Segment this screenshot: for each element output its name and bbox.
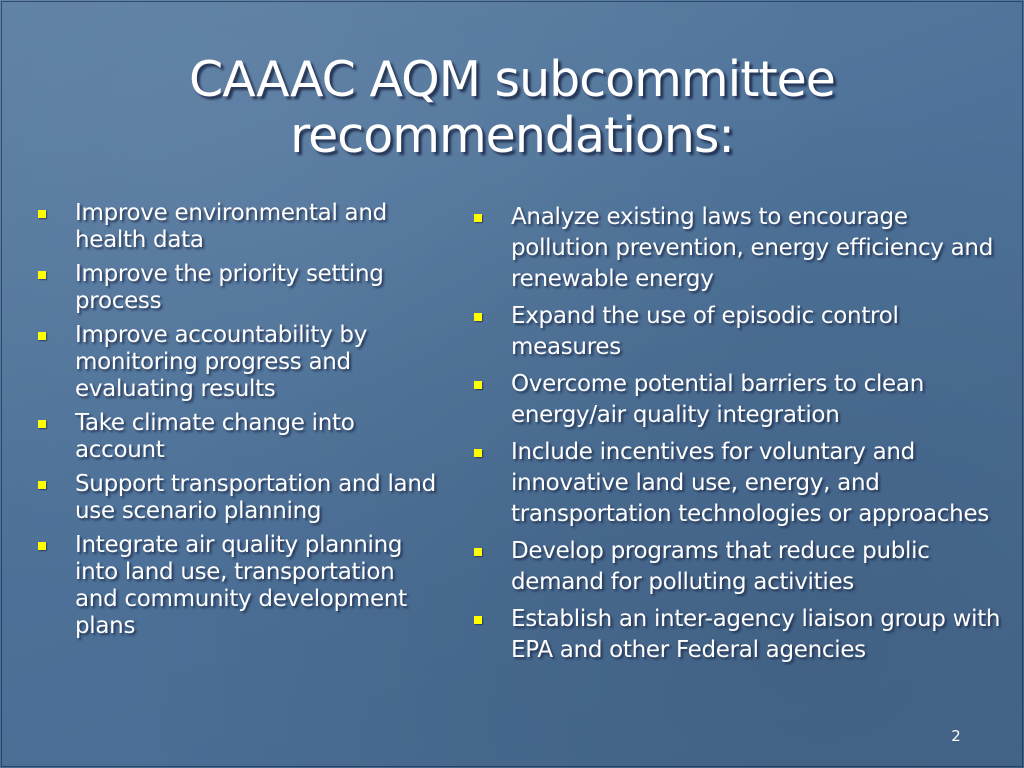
square-bullet-icon (38, 542, 46, 550)
title-line-2: recommendations: (290, 107, 734, 164)
list-item (472, 604, 1012, 666)
left-bullet-list (36, 200, 436, 647)
list-item (472, 301, 1012, 363)
square-bullet-icon (474, 313, 482, 321)
list-item (472, 202, 1012, 295)
square-bullet-icon (474, 449, 482, 457)
list-item (472, 369, 1012, 431)
list-item (472, 437, 1012, 530)
list-item (472, 536, 1012, 598)
list-item-text: Improve the priority setting process (75, 261, 384, 314)
list-item-text: Develop programs that reduce public demand for polluting activities (511, 538, 930, 595)
list-item-text: Improve environmental and health data (75, 200, 387, 253)
square-bullet-icon (38, 210, 46, 218)
slide-title (0, 52, 1024, 164)
title-line-1: CAAAC AQM subcommittee (189, 51, 835, 108)
list-item (36, 471, 436, 525)
list-item-text: Improve accountability by monitoring progress and evaluating results (75, 322, 368, 402)
square-bullet-icon (38, 271, 46, 279)
right-bullet-list (472, 202, 1012, 672)
square-bullet-icon (474, 381, 482, 389)
list-item (36, 322, 436, 403)
list-item-text: Integrate air quality planning into land use, transportation and community development plans (75, 532, 407, 639)
list-item-text: Include incentives for voluntary and innovative land use, energy, and transportation technologies or approaches (511, 439, 989, 527)
list-item (36, 532, 436, 640)
list-item-text: Expand the use of episodic control measures (511, 303, 899, 360)
list-item-text: Establish an inter-agency liaison group with EPA and other Federal agencies (511, 606, 1001, 663)
square-bullet-icon (474, 214, 482, 222)
square-bullet-icon (474, 616, 482, 624)
square-bullet-icon (38, 420, 46, 428)
list-item-text: Take climate change into account (75, 410, 355, 463)
square-bullet-icon (38, 481, 46, 489)
list-item-text: Overcome potential barriers to clean energy/air quality integration (511, 371, 924, 428)
list-item-text: Support transportation and land use scenario planning (75, 471, 436, 524)
list-item (36, 410, 436, 464)
slide-page-number: 2 (951, 727, 961, 745)
list-item (36, 200, 436, 254)
list-item-text: Analyze existing laws to encourage pollution prevention, energy efficiency and renewable energy (511, 204, 994, 292)
square-bullet-icon (38, 332, 46, 340)
list-item (36, 261, 436, 315)
square-bullet-icon (474, 548, 482, 556)
